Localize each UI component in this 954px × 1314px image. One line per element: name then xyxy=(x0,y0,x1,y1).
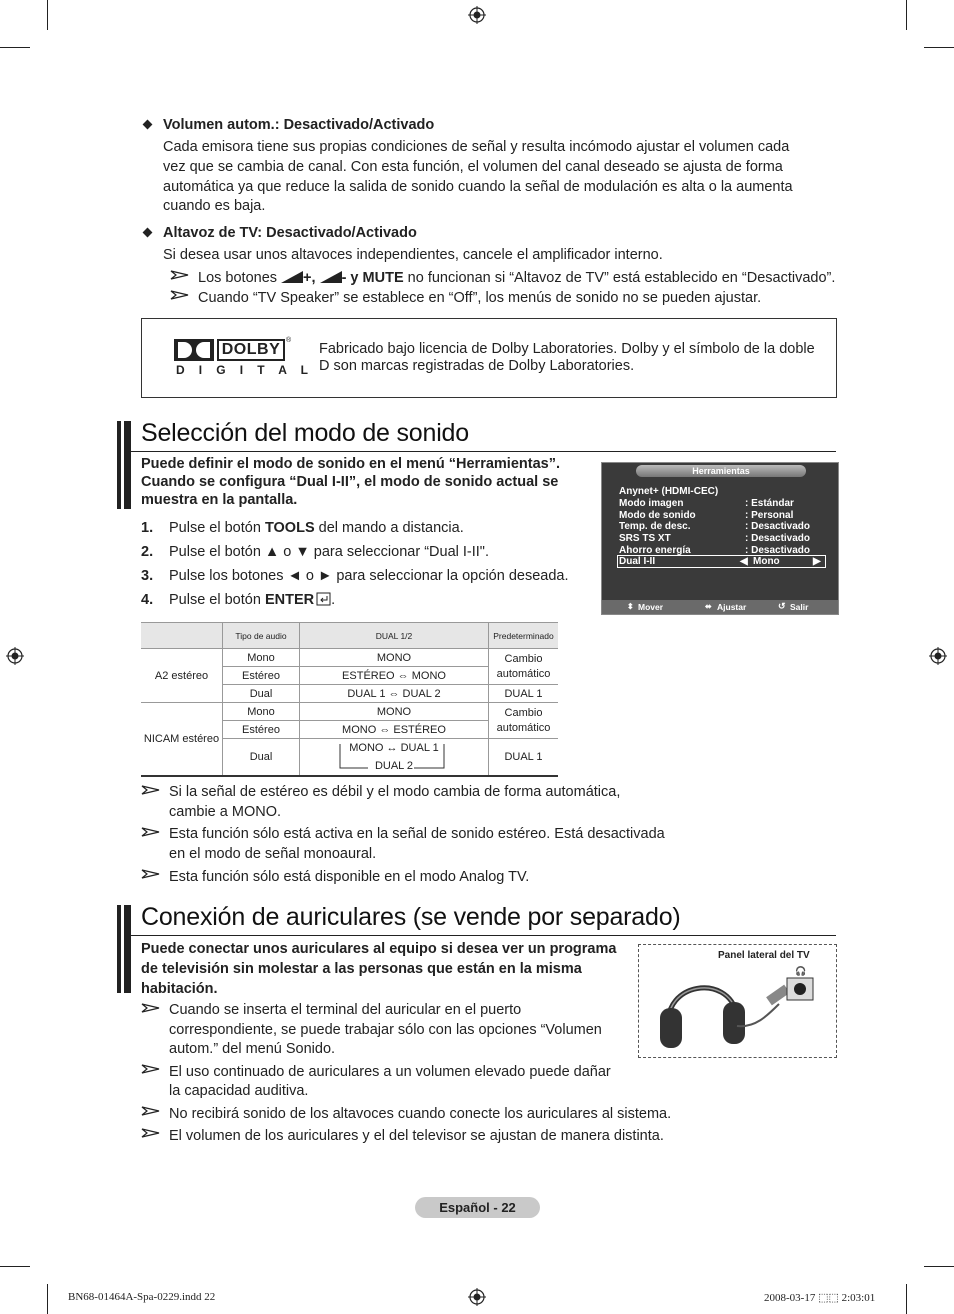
step-text: Pulse el botón ▲ o ▼ para seleccionar “Dual I-II". xyxy=(169,544,489,560)
headphones-intro: habitación. xyxy=(141,981,218,997)
table-cell: MONO xyxy=(300,703,489,721)
tools-menu-footer xyxy=(602,600,838,614)
mute-label: MUTE xyxy=(362,270,404,286)
table-cell: Dual xyxy=(223,685,300,703)
note-tv-speaker: Cuando “TV Speaker” se establece en “Off”, los menús de sonido no se pueden ajustar. xyxy=(198,290,762,306)
note-volume-buttons xyxy=(198,268,835,288)
sound-note-line: cambie a MONO. xyxy=(169,804,281,820)
note-arrow-icon xyxy=(141,1128,161,1138)
heading-rule xyxy=(131,935,836,936)
heading-bar xyxy=(124,421,131,509)
bullet-diamond-icon xyxy=(143,228,153,238)
note-text: +, xyxy=(303,270,316,286)
page-number-badge: Español - 22 xyxy=(415,1197,540,1218)
table-cell-line: MONO ↔ DUAL 1 xyxy=(349,742,439,754)
step-number: 1. xyxy=(141,520,154,536)
menu-item-value: : Desactivado xyxy=(745,545,811,556)
step-text-part: del mando a distancia. xyxy=(314,520,464,536)
enter-label: ENTER xyxy=(264,592,315,608)
volume-desc-line: automática ya que reduce la salida de sonido cuando la señal de modulación es alta o la aumenta xyxy=(163,179,793,195)
table-cell: MONO xyxy=(300,649,489,667)
headphone-note-line: autom.” del menú Sonido. xyxy=(169,1041,336,1057)
headphones-intro: Puede conectar unos auriculares al equipo si desea ver un programa xyxy=(141,941,617,957)
bullet-diamond-icon xyxy=(143,120,153,130)
dolby-logo-icon xyxy=(174,339,214,361)
footer-move: Mover xyxy=(638,602,664,612)
menu-item-value: Mono xyxy=(753,556,780,567)
table-cell: DUAL 1 ⇔ DUAL 2 xyxy=(300,685,489,703)
dolby-logo-sub: D I G I T A L xyxy=(176,363,314,377)
footer-exit: Salir xyxy=(790,602,809,612)
table-header: DUAL 1/2 xyxy=(300,623,489,649)
note-arrow-icon xyxy=(141,827,161,837)
headphones-intro: de televisión sin molestar a las personas que están en la misma xyxy=(141,961,582,977)
dolby-reg-mark: ® xyxy=(286,337,292,344)
footer-date: 2008-03-17 ⬚⬚ 2:03:01 xyxy=(764,1292,876,1304)
table-header-empty xyxy=(141,623,223,649)
table-cell: ESTÉREO ⇔ MONO xyxy=(300,667,489,685)
enter-icon xyxy=(316,592,331,606)
table-cell: Mono xyxy=(223,703,300,721)
note-arrow-icon xyxy=(141,869,161,879)
registration-mark-icon xyxy=(468,1288,486,1306)
step-number: 3. xyxy=(141,568,154,584)
note-arrow-icon xyxy=(141,1106,161,1116)
svg-text:🎧: 🎧 xyxy=(795,967,807,977)
crop-mark xyxy=(0,1266,30,1267)
sound-note-line: Esta función sólo está activa en la señal de sonido estéreo. Está desactivada xyxy=(169,826,665,842)
heading-bar xyxy=(117,421,121,509)
table-cell: Estéreo xyxy=(223,721,300,739)
speaker-desc: Si desea usar unos altavoces independientes, cancele el amplificador interno. xyxy=(163,247,663,263)
volume-desc-line: vez que se cambia de canal. Con esta función, el volumen del canal deseado se ajusta de forma xyxy=(163,159,783,175)
table-cell-cycle xyxy=(300,739,489,777)
crop-mark xyxy=(0,47,30,48)
menu-item-value: : Desactivado xyxy=(745,521,811,532)
step-text-part: . xyxy=(331,592,336,608)
dolby-logo-word: DOLBY xyxy=(217,339,285,361)
menu-item-label: Temp. de desc. xyxy=(619,521,691,532)
move-icon: ⬍ xyxy=(627,602,634,611)
headphone-note-line: correspondiente, se puede trabajar sólo con las opciones “Volumen xyxy=(169,1022,602,1038)
tools-menu xyxy=(601,462,839,615)
volume-desc-line: Cada emisora tiene sus propias condiciones de señal y resulta incómodo ajustar el volumen cada xyxy=(163,139,790,155)
volume-desc-line: cuando es baja. xyxy=(163,198,266,214)
menu-item-value: : Desactivado xyxy=(745,533,811,544)
tools-menu-title: Herramientas xyxy=(636,465,806,477)
note-arrow-icon xyxy=(170,270,190,280)
step-text xyxy=(169,518,464,538)
menu-arrow-right-icon: ▶ xyxy=(813,556,821,567)
volume-up-icon xyxy=(281,271,303,283)
note-text: Los botones xyxy=(198,270,278,286)
sound-note-line: Esta función sólo está disponible en el modo Analog TV. xyxy=(169,869,530,885)
panel-label: Panel lateral del TV xyxy=(718,950,810,961)
menu-item-value: : Estándar xyxy=(745,498,794,509)
note-text: no funcionan si “Altavoz de TV” está establecido en “Desactivado”. xyxy=(407,270,836,286)
table-cell: MONO ⇔ ESTÉREO xyxy=(300,721,489,739)
menu-item-value: : Personal xyxy=(745,510,794,521)
footer-adjust: Ajustar xyxy=(717,602,747,612)
menu-item-label: SRS TS XT xyxy=(619,533,671,544)
footer-file: BN68-01464A-Spa-0229.indd 22 xyxy=(68,1291,216,1303)
table-cell-line: automático xyxy=(496,667,551,680)
table-cell-line: automático xyxy=(496,721,551,734)
sound-mode-intro: Puede definir el modo de sonido en el menú “Herramientas”. xyxy=(141,456,560,472)
note-arrow-icon xyxy=(170,290,190,300)
crop-mark xyxy=(924,47,954,48)
sound-note-line: en el modo de señal monoaural. xyxy=(169,846,377,862)
sound-note-line: Si la señal de estéreo es débil y el modo cambia de forma automática, xyxy=(169,784,621,800)
table-cell: Mono xyxy=(223,649,300,667)
section-title-headphones: Conexión de auriculares (se vende por separado) xyxy=(141,903,681,931)
tools-label: TOOLS xyxy=(264,520,315,536)
crop-mark xyxy=(47,1284,48,1314)
bullet-title-volume: Volumen autom.: Desactivado/Activado xyxy=(163,117,435,133)
table-group-label: NICAM estéreo xyxy=(141,703,223,777)
dolby-text-line: D son marcas registradas de Dolby Laboratories. xyxy=(319,358,635,374)
note-arrow-icon xyxy=(141,785,161,795)
heading-rule xyxy=(131,451,836,452)
table-header: Tipo de audio xyxy=(223,623,300,649)
step-text-part: Pulse el botón xyxy=(169,592,265,608)
table-cell: DUAL 1 xyxy=(489,739,559,777)
crop-mark xyxy=(924,1266,954,1267)
sound-mode-intro: Cuando se configura “Dual I-II”, el modo de sonido actual se xyxy=(141,474,559,490)
note-arrow-icon xyxy=(141,1064,161,1074)
step-number: 4. xyxy=(141,592,154,608)
table-cell: DUAL 1 xyxy=(489,685,559,703)
crop-mark xyxy=(906,1284,907,1314)
table-header: Predeterminado xyxy=(489,623,559,649)
note-arrow-icon xyxy=(141,1003,161,1013)
menu-item-label: Anynet+ (HDMI-CEC) xyxy=(619,486,719,497)
step-text: Pulse los botones ◄ o ► para seleccionar la opción deseada. xyxy=(169,568,569,584)
menu-item-label: Dual I-II xyxy=(619,556,656,567)
sound-mode-intro: muestra en la pantalla. xyxy=(141,492,298,508)
table-cell-line: Cambio xyxy=(504,652,543,665)
headphone-note-line: Cuando se inserta el terminal del auricular en el puerto xyxy=(169,1002,522,1018)
table-cell-line: DUAL 2 xyxy=(374,760,414,772)
menu-item-label: Ahorro energía xyxy=(619,545,691,556)
table-cell: Dual xyxy=(223,739,300,777)
table-cell-default xyxy=(489,649,559,685)
note-text: - y xyxy=(341,270,359,286)
menu-item-label: Modo de sonido xyxy=(619,510,696,521)
registration-mark-icon xyxy=(468,6,486,24)
table-cell-line: Cambio xyxy=(504,706,543,719)
volume-down-icon xyxy=(320,271,342,283)
step-text xyxy=(169,590,335,610)
adjust-icon: ⬌ xyxy=(705,602,712,611)
heading-bar xyxy=(124,905,131,993)
return-icon: ↺ xyxy=(778,601,786,611)
heading-bar xyxy=(117,905,121,993)
cycle-bracket-icon xyxy=(332,742,452,772)
headphone-note-line: El volumen de los auriculares y el del televisor se ajustan de manera distinta. xyxy=(169,1128,664,1144)
registration-mark-icon xyxy=(6,647,24,665)
table-cell: Estéreo xyxy=(223,667,300,685)
bullet-title-speaker: Altavoz de TV: Desactivado/Activado xyxy=(163,225,417,241)
menu-item-label: Modo imagen xyxy=(619,498,684,509)
table-cell-default xyxy=(489,703,559,739)
registration-mark-icon xyxy=(929,647,947,665)
headphone-note-line: la capacidad auditiva. xyxy=(169,1083,309,1099)
table-group-label: A2 estéreo xyxy=(141,649,223,703)
headphones-icon xyxy=(655,964,825,1054)
step-number: 2. xyxy=(141,544,154,560)
menu-arrow-left-icon: ◀ xyxy=(740,556,748,567)
dolby-text-line: Fabricado bajo licencia de Dolby Laboratories. Dolby y el símbolo de la doble xyxy=(319,341,815,357)
headphone-note-line: El uso continuado de auriculares a un volumen elevado puede dañar xyxy=(169,1064,611,1080)
crop-mark xyxy=(906,0,907,30)
step-text-part: Pulse el botón xyxy=(169,520,265,536)
section-title-sound-mode: Selección del modo de sonido xyxy=(141,419,469,447)
crop-mark xyxy=(47,0,48,30)
sound-mode-table xyxy=(141,622,558,777)
headphone-note-line: No recibirá sonido de los altavoces cuando conecte los auriculares al sistema. xyxy=(169,1106,672,1122)
